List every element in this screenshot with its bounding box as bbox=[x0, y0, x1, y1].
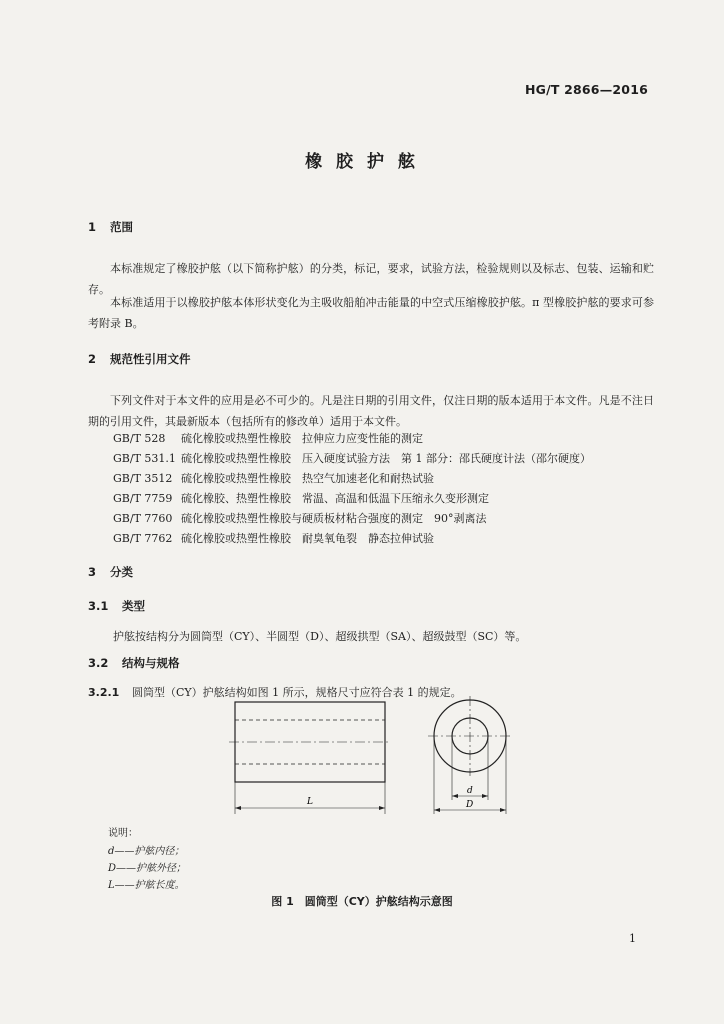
reference-code: GB/T 528 bbox=[113, 432, 166, 445]
section-number: 3.2.1 bbox=[88, 686, 120, 699]
label-D: D bbox=[466, 800, 474, 810]
legend-item: L——护舷长度。 bbox=[108, 880, 185, 891]
paragraph: 本标准规定了橡胶护舷（以下简称护舷）的分类，标记，要求，试验方法，检验规则以及标志、包装、运输和贮存。 bbox=[88, 262, 654, 296]
reference-code: GB/T 3512 bbox=[113, 472, 173, 485]
paragraph: 护舷按结构分为圆筒型（CY）、半圆型（D）、超级拱型（SA）、超级鼓型（SC）等。 bbox=[113, 630, 527, 643]
reference-item bbox=[113, 430, 423, 446]
section-number: 1 bbox=[88, 220, 97, 234]
page-title: 橡 胶 护 舷 bbox=[305, 152, 419, 172]
section-title: 结构与规格 bbox=[122, 656, 180, 670]
paragraph: 下列文件对于本文件的应用是必不可少的。凡是注日期的引用文件，仅注日期的版本适用于本文件。凡是不注日期的引用文件，其最新版本（包括所有的修改单）适用于本文件。 bbox=[88, 394, 654, 428]
figure-1-diagram bbox=[225, 696, 525, 816]
reference-code: GB/T 531.1 bbox=[113, 452, 176, 465]
section-title: 范围 bbox=[110, 220, 134, 234]
reference-title: 硫化橡胶或热塑性橡胶 热空气加速老化和耐热试验 bbox=[181, 472, 434, 485]
standard-code: HG/T 2866—2016 bbox=[524, 82, 648, 97]
section-number: 3 bbox=[88, 565, 97, 579]
section-title: 类型 bbox=[122, 599, 146, 613]
reference-title: 硫化橡胶或热塑性橡胶与硬质板材粘合强度的测定 90°剥离法 bbox=[181, 512, 487, 525]
reference-item bbox=[113, 450, 591, 466]
section-3-2-heading bbox=[88, 655, 180, 671]
reference-title: 硫化橡胶、热塑性橡胶 常温、高温和低温下压缩永久变形测定 bbox=[181, 492, 489, 505]
reference-code: GB/T 7760 bbox=[113, 512, 173, 525]
reference-title: 硫化橡胶或热塑性橡胶 压入硬度试验方法 第 1 部分：邵氏硬度计法（邵尔硬度） bbox=[181, 452, 591, 465]
reference-code: GB/T 7759 bbox=[113, 492, 173, 505]
reference-item bbox=[113, 490, 489, 506]
arrowhead bbox=[452, 794, 458, 798]
page-number: 1 bbox=[629, 932, 636, 945]
reference-title: 硫化橡胶或热塑性橡胶 拉伸应力应变性能的测定 bbox=[181, 432, 423, 445]
reference-item bbox=[113, 470, 434, 486]
label-d: d bbox=[467, 786, 473, 796]
arrowhead bbox=[500, 808, 506, 812]
section-number: 3.1 bbox=[88, 599, 109, 613]
legend-title: 说明： bbox=[108, 828, 138, 839]
paragraph: 圆筒型（CY）护舷结构如图 1 所示，规格尺寸应符合表 1 的规定。 bbox=[132, 686, 462, 699]
arrowhead bbox=[434, 808, 440, 812]
section-2-heading bbox=[88, 351, 191, 367]
section-3-1-heading bbox=[88, 598, 145, 614]
section-number: 2 bbox=[88, 352, 97, 366]
arrowhead bbox=[379, 806, 385, 810]
reference-item bbox=[113, 510, 487, 526]
legend-item: D——护舷外径； bbox=[108, 863, 187, 874]
reference-code: GB/T 7762 bbox=[113, 532, 173, 545]
section-3-heading bbox=[88, 564, 133, 580]
paragraph: 本标准适用于以橡胶护舷本体形状变化为主吸收船舶冲击能量的中空式压缩橡胶护舷。π 型橡胶护舷的要求可参考附录 B。 bbox=[88, 296, 654, 330]
label-L: L bbox=[307, 797, 313, 807]
reference-item bbox=[113, 530, 434, 546]
figure-caption: 图 1 圆筒型（CY）护舷结构示意图 bbox=[271, 895, 453, 908]
legend-item: d——护舷内径； bbox=[108, 846, 185, 857]
section-1-heading bbox=[88, 219, 133, 235]
section-title: 分类 bbox=[110, 565, 134, 579]
arrowhead bbox=[482, 794, 488, 798]
reference-title: 硫化橡胶或热塑性橡胶 耐臭氧龟裂 静态拉伸试验 bbox=[181, 532, 434, 545]
section-number: 3.2 bbox=[88, 656, 109, 670]
arrowhead bbox=[235, 806, 241, 810]
section-title: 规范性引用文件 bbox=[110, 352, 191, 366]
